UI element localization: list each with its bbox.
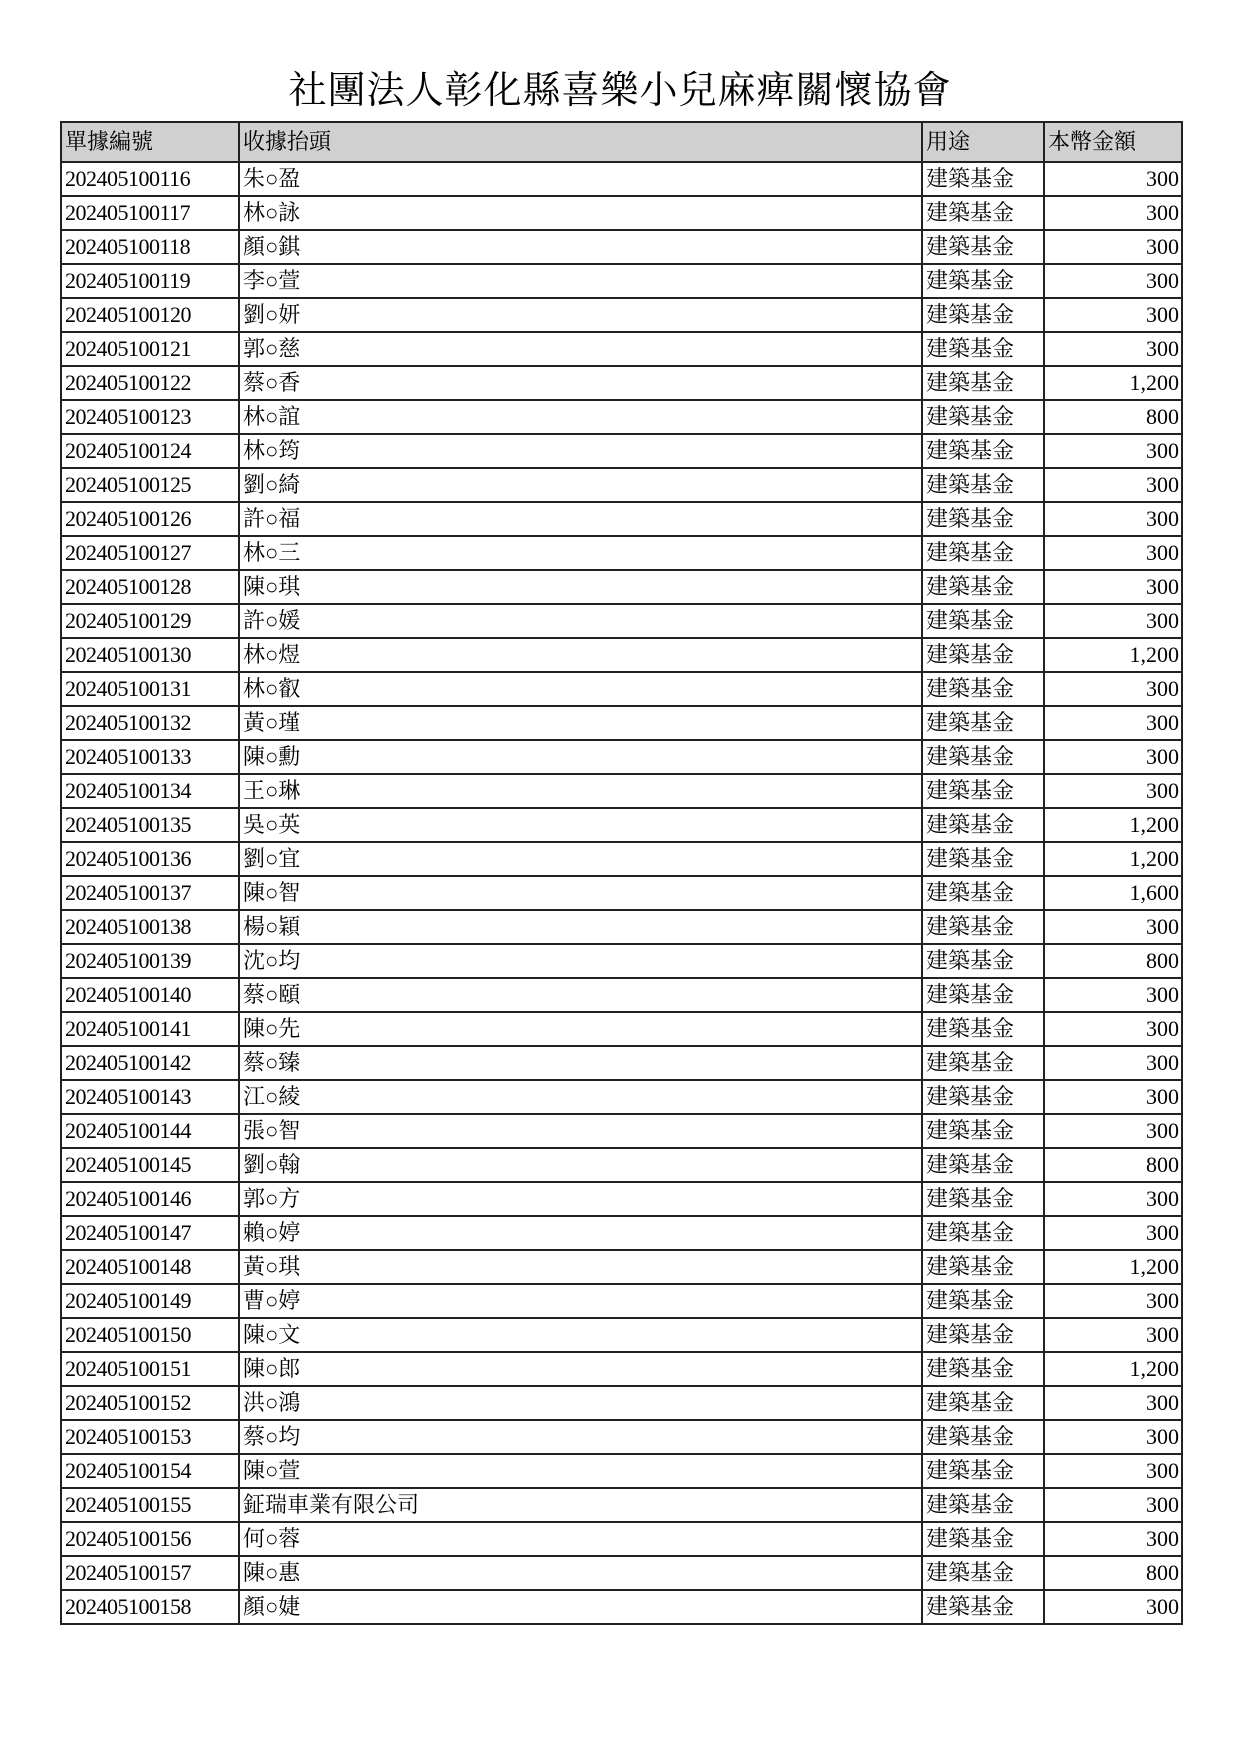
- cell-receipt-no: 202405100139: [61, 944, 239, 978]
- table-row: [61, 1046, 1182, 1080]
- cell-purpose: 建築基金: [922, 196, 1044, 230]
- cell-payee: 劉○翰: [239, 1148, 922, 1182]
- column-header-payee: 收據抬頭: [239, 122, 922, 162]
- cell-purpose: 建築基金: [922, 298, 1044, 332]
- table-row: [61, 672, 1182, 706]
- column-header-purpose: 用途: [922, 122, 1044, 162]
- cell-amount: 300: [1044, 468, 1182, 502]
- cell-purpose: 建築基金: [922, 706, 1044, 740]
- table-row: [61, 1522, 1182, 1556]
- cell-amount: 300: [1044, 1046, 1182, 1080]
- cell-payee: 林○筠: [239, 434, 922, 468]
- cell-purpose: 建築基金: [922, 1284, 1044, 1318]
- cell-amount: 300: [1044, 1454, 1182, 1488]
- cell-payee: 陳○琪: [239, 570, 922, 604]
- cell-payee: 陳○惠: [239, 1556, 922, 1590]
- cell-payee: 何○蓉: [239, 1522, 922, 1556]
- cell-receipt-no: 202405100137: [61, 876, 239, 910]
- cell-purpose: 建築基金: [922, 1216, 1044, 1250]
- cell-receipt-no: 202405100141: [61, 1012, 239, 1046]
- cell-payee: 許○福: [239, 502, 922, 536]
- cell-receipt-no: 202405100144: [61, 1114, 239, 1148]
- cell-payee: 劉○綺: [239, 468, 922, 502]
- cell-purpose: 建築基金: [922, 1148, 1044, 1182]
- cell-amount: 300: [1044, 1080, 1182, 1114]
- cell-amount: 300: [1044, 264, 1182, 298]
- cell-amount: 800: [1044, 1148, 1182, 1182]
- cell-purpose: 建築基金: [922, 230, 1044, 264]
- table-row: [61, 1556, 1182, 1590]
- table-row: [61, 332, 1182, 366]
- table-row: [61, 264, 1182, 298]
- cell-receipt-no: 202405100156: [61, 1522, 239, 1556]
- table-row: [61, 1148, 1182, 1182]
- cell-receipt-no: 202405100148: [61, 1250, 239, 1284]
- cell-receipt-no: 202405100133: [61, 740, 239, 774]
- cell-receipt-no: 202405100131: [61, 672, 239, 706]
- cell-receipt-no: 202405100152: [61, 1386, 239, 1420]
- cell-payee: 李○萱: [239, 264, 922, 298]
- cell-purpose: 建築基金: [922, 808, 1044, 842]
- cell-receipt-no: 202405100128: [61, 570, 239, 604]
- cell-purpose: 建築基金: [922, 332, 1044, 366]
- cell-payee: 許○媛: [239, 604, 922, 638]
- table-row: [61, 1488, 1182, 1522]
- cell-payee: 蔡○均: [239, 1420, 922, 1454]
- cell-payee: 林○三: [239, 536, 922, 570]
- cell-receipt-no: 202405100118: [61, 230, 239, 264]
- cell-amount: 300: [1044, 1182, 1182, 1216]
- table-row: [61, 1386, 1182, 1420]
- table-row: [61, 1454, 1182, 1488]
- cell-amount: 1,200: [1044, 366, 1182, 400]
- cell-payee: 吳○英: [239, 808, 922, 842]
- cell-payee: 陳○文: [239, 1318, 922, 1352]
- cell-receipt-no: 202405100150: [61, 1318, 239, 1352]
- cell-amount: 300: [1044, 536, 1182, 570]
- table-row: [61, 1012, 1182, 1046]
- cell-payee: 郭○方: [239, 1182, 922, 1216]
- cell-purpose: 建築基金: [922, 570, 1044, 604]
- cell-payee: 林○誼: [239, 400, 922, 434]
- cell-amount: 300: [1044, 774, 1182, 808]
- cell-payee: 林○煜: [239, 638, 922, 672]
- table-row: [61, 944, 1182, 978]
- cell-amount: 300: [1044, 230, 1182, 264]
- table-row: [61, 1318, 1182, 1352]
- cell-purpose: 建築基金: [922, 1114, 1044, 1148]
- cell-amount: 300: [1044, 502, 1182, 536]
- table-row: [61, 978, 1182, 1012]
- cell-receipt-no: 202405100119: [61, 264, 239, 298]
- cell-amount: 300: [1044, 162, 1182, 196]
- table-row: [61, 740, 1182, 774]
- cell-amount: 1,200: [1044, 1352, 1182, 1386]
- cell-purpose: 建築基金: [922, 774, 1044, 808]
- cell-payee: 陳○勳: [239, 740, 922, 774]
- cell-receipt-no: 202405100123: [61, 400, 239, 434]
- cell-payee: 顏○婕: [239, 1590, 922, 1624]
- cell-purpose: 建築基金: [922, 1454, 1044, 1488]
- cell-purpose: 建築基金: [922, 740, 1044, 774]
- cell-receipt-no: 202405100158: [61, 1590, 239, 1624]
- cell-purpose: 建築基金: [922, 1522, 1044, 1556]
- cell-purpose: 建築基金: [922, 978, 1044, 1012]
- cell-amount: 300: [1044, 910, 1182, 944]
- cell-purpose: 建築基金: [922, 1590, 1044, 1624]
- table-row: [61, 774, 1182, 808]
- cell-payee: 劉○宜: [239, 842, 922, 876]
- cell-receipt-no: 202405100121: [61, 332, 239, 366]
- cell-payee: 鉦瑞車業有限公司: [239, 1488, 922, 1522]
- cell-amount: 300: [1044, 434, 1182, 468]
- cell-receipt-no: 202405100127: [61, 536, 239, 570]
- cell-amount: 300: [1044, 978, 1182, 1012]
- cell-payee: 林○詠: [239, 196, 922, 230]
- column-header-receipt-no: 單據編號: [61, 122, 239, 162]
- table-row: [61, 536, 1182, 570]
- table-row: [61, 366, 1182, 400]
- cell-amount: 300: [1044, 1488, 1182, 1522]
- table-row: [61, 842, 1182, 876]
- cell-purpose: 建築基金: [922, 1080, 1044, 1114]
- cell-purpose: 建築基金: [922, 366, 1044, 400]
- table-row: [61, 1216, 1182, 1250]
- cell-payee: 黃○琪: [239, 1250, 922, 1284]
- cell-amount: 300: [1044, 196, 1182, 230]
- cell-purpose: 建築基金: [922, 1318, 1044, 1352]
- cell-payee: 蔡○香: [239, 366, 922, 400]
- table-row: [61, 604, 1182, 638]
- table-row: [61, 230, 1182, 264]
- cell-receipt-no: 202405100126: [61, 502, 239, 536]
- cell-payee: 蔡○頤: [239, 978, 922, 1012]
- cell-purpose: 建築基金: [922, 502, 1044, 536]
- column-header-amount: 本幣金額: [1044, 122, 1182, 162]
- cell-receipt-no: 202405100149: [61, 1284, 239, 1318]
- cell-amount: 800: [1044, 944, 1182, 978]
- table-row: [61, 502, 1182, 536]
- cell-receipt-no: 202405100140: [61, 978, 239, 1012]
- cell-purpose: 建築基金: [922, 536, 1044, 570]
- table-row: [61, 1590, 1182, 1624]
- cell-purpose: 建築基金: [922, 842, 1044, 876]
- cell-purpose: 建築基金: [922, 876, 1044, 910]
- table-row: [61, 638, 1182, 672]
- cell-amount: 300: [1044, 672, 1182, 706]
- cell-amount: 1,200: [1044, 808, 1182, 842]
- cell-receipt-no: 202405100124: [61, 434, 239, 468]
- cell-amount: 300: [1044, 1284, 1182, 1318]
- cell-receipt-no: 202405100138: [61, 910, 239, 944]
- cell-amount: 300: [1044, 1420, 1182, 1454]
- cell-payee: 陳○萱: [239, 1454, 922, 1488]
- cell-receipt-no: 202405100155: [61, 1488, 239, 1522]
- table-row: [61, 1250, 1182, 1284]
- cell-amount: 300: [1044, 740, 1182, 774]
- cell-receipt-no: 202405100151: [61, 1352, 239, 1386]
- cell-amount: 1,200: [1044, 638, 1182, 672]
- cell-payee: 江○綾: [239, 1080, 922, 1114]
- cell-payee: 劉○妍: [239, 298, 922, 332]
- cell-payee: 陳○先: [239, 1012, 922, 1046]
- table-body: [61, 162, 1182, 1624]
- table-row: [61, 1114, 1182, 1148]
- cell-amount: 300: [1044, 1012, 1182, 1046]
- cell-payee: 王○琳: [239, 774, 922, 808]
- cell-amount: 300: [1044, 1216, 1182, 1250]
- cell-receipt-no: 202405100136: [61, 842, 239, 876]
- table-row: [61, 1352, 1182, 1386]
- cell-receipt-no: 202405100134: [61, 774, 239, 808]
- cell-payee: 蔡○臻: [239, 1046, 922, 1080]
- cell-amount: 1,200: [1044, 1250, 1182, 1284]
- cell-purpose: 建築基金: [922, 1250, 1044, 1284]
- cell-receipt-no: 202405100143: [61, 1080, 239, 1114]
- table-row: [61, 1284, 1182, 1318]
- cell-purpose: 建築基金: [922, 1386, 1044, 1420]
- cell-purpose: 建築基金: [922, 1352, 1044, 1386]
- cell-amount: 1,200: [1044, 842, 1182, 876]
- cell-purpose: 建築基金: [922, 1012, 1044, 1046]
- cell-receipt-no: 202405100157: [61, 1556, 239, 1590]
- cell-receipt-no: 202405100147: [61, 1216, 239, 1250]
- cell-purpose: 建築基金: [922, 910, 1044, 944]
- cell-receipt-no: 202405100125: [61, 468, 239, 502]
- table-row: [61, 196, 1182, 230]
- cell-purpose: 建築基金: [922, 672, 1044, 706]
- cell-amount: 300: [1044, 706, 1182, 740]
- cell-receipt-no: 202405100142: [61, 1046, 239, 1080]
- cell-amount: 800: [1044, 1556, 1182, 1590]
- cell-purpose: 建築基金: [922, 264, 1044, 298]
- table-row: [61, 400, 1182, 434]
- cell-receipt-no: 202405100146: [61, 1182, 239, 1216]
- cell-payee: 陳○智: [239, 876, 922, 910]
- table-row: [61, 1420, 1182, 1454]
- cell-receipt-no: 202405100153: [61, 1420, 239, 1454]
- table-row: [61, 298, 1182, 332]
- cell-amount: 300: [1044, 1114, 1182, 1148]
- cell-amount: 300: [1044, 1318, 1182, 1352]
- cell-receipt-no: 202405100130: [61, 638, 239, 672]
- cell-amount: 1,600: [1044, 876, 1182, 910]
- cell-payee: 張○智: [239, 1114, 922, 1148]
- table-row: [61, 1182, 1182, 1216]
- cell-receipt-no: 202405100116: [61, 162, 239, 196]
- cell-payee: 沈○均: [239, 944, 922, 978]
- cell-amount: 300: [1044, 604, 1182, 638]
- cell-purpose: 建築基金: [922, 468, 1044, 502]
- cell-receipt-no: 202405100129: [61, 604, 239, 638]
- cell-amount: 300: [1044, 298, 1182, 332]
- table-row: [61, 876, 1182, 910]
- cell-payee: 曹○婷: [239, 1284, 922, 1318]
- table-row: [61, 808, 1182, 842]
- receipt-table: [60, 121, 1183, 1625]
- cell-amount: 300: [1044, 570, 1182, 604]
- cell-amount: 300: [1044, 332, 1182, 366]
- cell-purpose: 建築基金: [922, 604, 1044, 638]
- cell-purpose: 建築基金: [922, 1556, 1044, 1590]
- cell-receipt-no: 202405100145: [61, 1148, 239, 1182]
- cell-amount: 300: [1044, 1590, 1182, 1624]
- cell-amount: 300: [1044, 1522, 1182, 1556]
- cell-purpose: 建築基金: [922, 400, 1044, 434]
- cell-payee: 洪○鴻: [239, 1386, 922, 1420]
- cell-purpose: 建築基金: [922, 1488, 1044, 1522]
- cell-payee: 顏○錤: [239, 230, 922, 264]
- page-title: 社團法人彰化縣喜樂小兒麻痺關懷協會: [288, 68, 952, 112]
- table-row: [61, 1080, 1182, 1114]
- cell-purpose: 建築基金: [922, 434, 1044, 468]
- cell-purpose: 建築基金: [922, 638, 1044, 672]
- cell-receipt-no: 202405100120: [61, 298, 239, 332]
- cell-purpose: 建築基金: [922, 162, 1044, 196]
- cell-purpose: 建築基金: [922, 944, 1044, 978]
- cell-amount: 300: [1044, 1386, 1182, 1420]
- cell-payee: 黃○瑾: [239, 706, 922, 740]
- cell-payee: 林○叡: [239, 672, 922, 706]
- cell-receipt-no: 202405100135: [61, 808, 239, 842]
- table-row: [61, 434, 1182, 468]
- table-row: [61, 910, 1182, 944]
- cell-amount: 800: [1044, 400, 1182, 434]
- table-row: [61, 468, 1182, 502]
- cell-purpose: 建築基金: [922, 1182, 1044, 1216]
- cell-receipt-no: 202405100122: [61, 366, 239, 400]
- cell-payee: 賴○婷: [239, 1216, 922, 1250]
- cell-receipt-no: 202405100117: [61, 196, 239, 230]
- cell-purpose: 建築基金: [922, 1046, 1044, 1080]
- table-row: [61, 706, 1182, 740]
- table-header-row: [61, 122, 1182, 162]
- table-row: [61, 570, 1182, 604]
- cell-purpose: 建築基金: [922, 1420, 1044, 1454]
- table-row: [61, 162, 1182, 196]
- cell-payee: 陳○郎: [239, 1352, 922, 1386]
- cell-payee: 郭○慈: [239, 332, 922, 366]
- cell-payee: 楊○穎: [239, 910, 922, 944]
- cell-receipt-no: 202405100132: [61, 706, 239, 740]
- cell-payee: 朱○盈: [239, 162, 922, 196]
- cell-receipt-no: 202405100154: [61, 1454, 239, 1488]
